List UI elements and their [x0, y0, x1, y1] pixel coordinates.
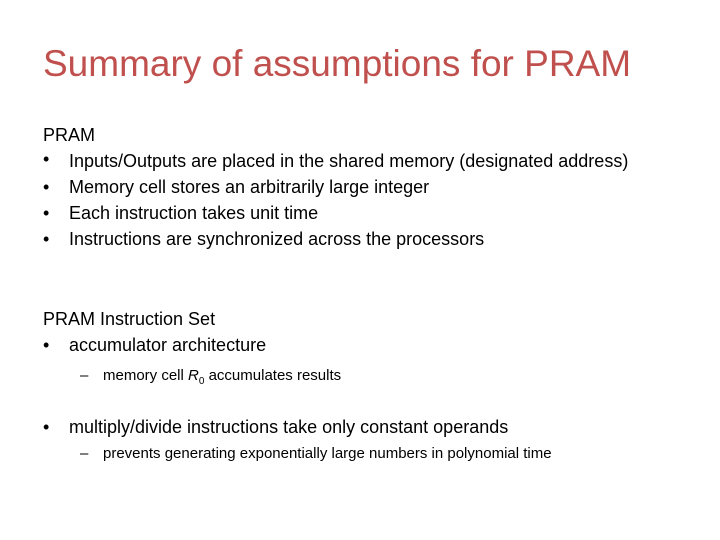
list-item [43, 148, 643, 172]
bullet-text: multiply/divide instructions take only constant operands [69, 417, 509, 437]
sub-text: prevents generating exponentially large numbers in polynomial time [103, 445, 552, 462]
sub-list-item [43, 442, 683, 466]
list-item [43, 226, 643, 252]
sub-text-post: accumulates results [204, 367, 342, 384]
pram-section [43, 122, 643, 252]
list-item [43, 174, 643, 200]
dash-icon: – [80, 367, 89, 384]
list-item [43, 200, 643, 226]
slide-title: Summary of assumptions for PRAM [43, 43, 632, 84]
bullet-icon: • [43, 335, 50, 355]
bullet-icon: • [43, 229, 50, 249]
dash-icon: – [80, 445, 89, 462]
bullet-icon: • [43, 149, 50, 169]
bullet-icon: • [43, 203, 50, 223]
sub-list-item [43, 364, 683, 394]
register-subscript: 0 [198, 376, 205, 387]
bullet-text: Memory cell stores an arbitrarily large integer [69, 177, 430, 197]
list-item [43, 414, 683, 440]
bullet-icon: • [43, 417, 50, 437]
section-heading-pram: PRAM [43, 125, 96, 145]
register-variable [188, 367, 205, 387]
bullet-text: Instructions are synchronized across the processors [69, 229, 485, 249]
list-item [43, 332, 683, 358]
sub-text-pre: memory cell [103, 367, 189, 384]
section-heading-instruction-set: PRAM Instruction Set [43, 309, 216, 329]
bullet-text: Inputs/Outputs are placed in the shared memory (designated address) [69, 151, 629, 171]
bullet-text: accumulator architecture [69, 335, 267, 355]
register-name: R [188, 367, 199, 384]
instruction-set-section [43, 306, 683, 466]
bullet-icon: • [43, 177, 50, 197]
bullet-text: Each instruction takes unit time [69, 203, 319, 223]
